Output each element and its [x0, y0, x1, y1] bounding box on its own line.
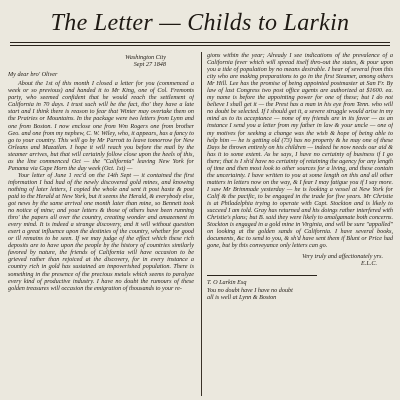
letter-date: Sept 27 1848	[133, 61, 166, 69]
address-line: You no doubt have I have no doubt	[207, 286, 293, 294]
signature-initials: E.L.C.	[361, 260, 377, 268]
closing: Very truly and affectionately yrs.	[302, 253, 383, 261]
salutation: My dear bro' Oliver	[8, 71, 58, 79]
paragraph: Your letter of June 1 rec'd on the 14th Sept — it contained the first information I had had of the newly discovered gold mines, and knowing nothing of later letters, I copied the whole and sent it post haste & post paid to the Herald at New York, but it seems the Herald, & everybody else, got news by the same arrival one month later than mine, so Bennett took no notice of mine; and your letters & those of others have been running thro' the papers all over the country, creating wonder and amazement in every mind. It is indeed a strange discovery, and it will without question exert a great influence upon the destinies of the country, whether for good or ill remains to be seen. If we may judge of the effect which these rich deposits are to have upon the people by the history of countries similarly favored by nature, the friends of California will have occasion to be grieved rather than rejoiced at the discovery, for in every instance a country rich in gold has sustained an impoverished population. There is something in the presence of the precious metals which seems to paralyze every kind of productive industry. I have no doubt the rumours of these golden treasures will occasion the emigration of thousands to your re-	[8, 171, 194, 292]
letter-place: Washington City	[125, 54, 166, 61]
left-column	[8, 52, 194, 396]
address-line: all is well at Lynn & Boston	[207, 294, 277, 301]
title-rule-thin	[10, 45, 390, 46]
paragraph: gions within the year; Already I see indications of the prevalence of a California fever which will spread itself thro-out the states, & pour upon you a tide of population by no means desirable. I hear of several from this city who are making preparations to go in the first Steamer, among others Mr Hill. Lee has the promise of being appointed postmaster at San Fr. By law of last Congress two post office agents are authorized at $1600. ea. my name is before the appointing power for one of these; but I do not believe I shall get it — the Prest has a man in his eye from Tenn. who will no doubt be selected. If I should get it, a severe struggle would arise in my mind as to its acceptance — none of my friends are in its favor — as an instance I send you a letter from my father in law & your uncle — one of my motives for seeking a change was the wish & hope of being able to help him — he is getting old (73) has no property & he may one of these Days be thrown entirely on his children — indeed he now needs our aid & has it to some extent. As he says, I have no certainty of business if I go there; that is I sh'd have no certainty of retaining the agency for any length of time and then most look to other sources for a living, and these contain the uncertainty. I have written to you at some length on this and all other matters in letters now on the way, & I fear I may fatigue you if I say more. I saw Mr Brimmade yesterday — he is looking a vessel at New York for Calif & the pacific, to be engaged in the trade for five years. Mr Christie is at Philadelphia trying to operate with Capt. Stockton and is likely to succeed I am told. Gray has returned and his doings rather interfered with Christie's plans; but B. said they were likely to amalgamate both concerns. Stockton is engaged in a gold mine in Virginia, and will be sure "appalled" on looking at the golden sands of California. I have several books, documents, &c to send to you, & sh'd have sent them if Blunt or Price had gone, but by this conveyance only letters can go.	[207, 52, 393, 250]
address-block	[207, 279, 393, 301]
page-title: The Letter — Childs to Larkin	[50, 10, 350, 36]
address-rule	[207, 275, 317, 276]
paragraph: About the 1st of this month I closed a letter for you (commenced a week or so previous) and handed it to Mr King, one of Col. Fremonts party, who seemed confident that he would reach the settlement of California in 70 days. I trust such will be the fact, tho' they have a late start and I think there is reason to fear that Winter may overtake them on the Prairies or Mountains. In the package were two letters from Lynn and one from Boston. I now enclose one from Wm Rogers one from brother Geo. and one from my nephew, C. W. Wiley, who, it appears, has a fancy to go to your country. This will go by Mr Parrott to leave tomorrow for New Orleans and Mazatlan. I hope it will reach you before the mail by the steamer arrives, but that will certainly follow close upon the heels of this, as the line commenced Oct — the "California" leaving New York for Panama via Cape Horn the day week (Oct. 1st) —	[8, 80, 194, 172]
column-divider	[201, 52, 202, 396]
dateline	[8, 54, 194, 68]
title-rule	[10, 42, 390, 43]
right-column	[207, 52, 393, 396]
address-line: T. O Larkin Esq	[207, 279, 247, 287]
